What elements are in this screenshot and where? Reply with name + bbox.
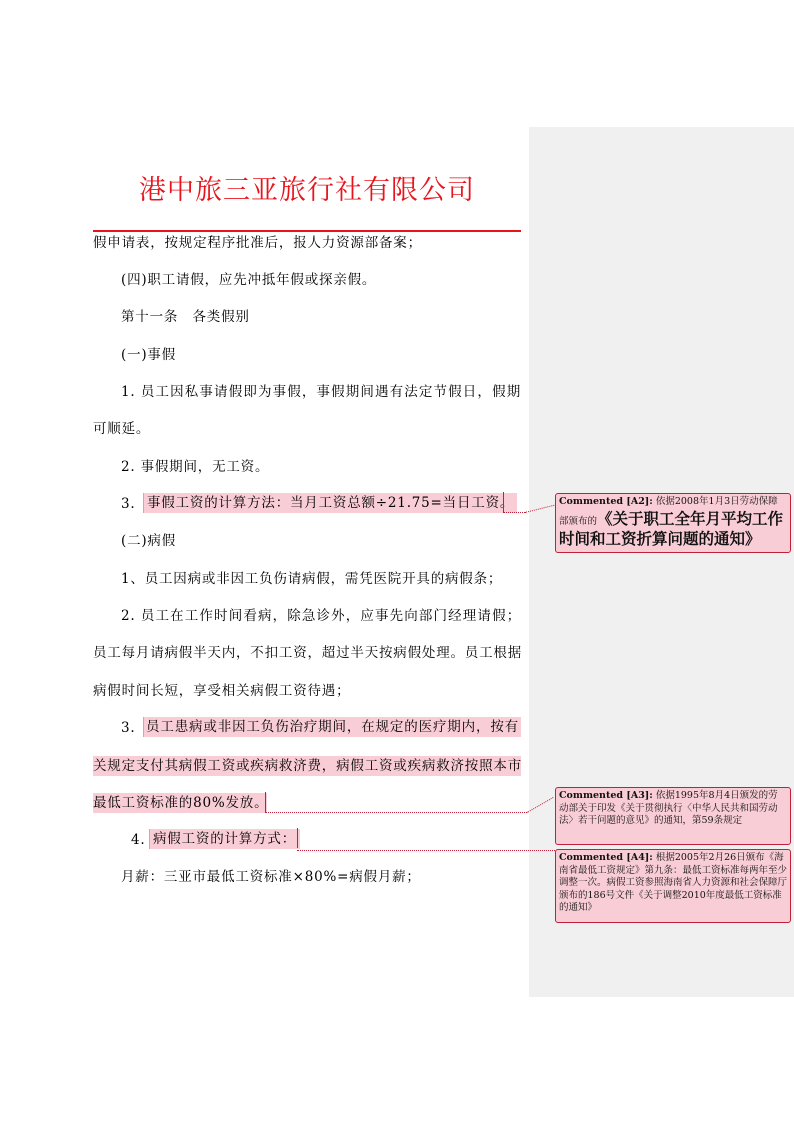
comment-connector — [503, 512, 525, 513]
highlighted-text-a3: 最低工资标准的80%发放。 — [93, 795, 269, 811]
body-line: 3. — [121, 720, 136, 736]
comment-a4[interactable] — [555, 849, 791, 923]
comment-anchor — [265, 792, 266, 812]
comment-connector — [297, 850, 555, 851]
comment-a3[interactable] — [555, 787, 791, 845]
comment-label: Commented [A4]: — [559, 852, 653, 863]
comment-anchor — [297, 828, 298, 848]
comment-label: Commented [A3]: — [559, 790, 653, 801]
comment-anchor — [503, 492, 504, 512]
comment-emphasis: 《关于职工全年月平均工作时间和工资折算问题的通知》 — [559, 508, 784, 548]
highlighted-text-a3: 关规定支付其病假工资或疾病救济费，病假工资或疾病救济按照本市 — [93, 758, 522, 774]
highlighted-text-a2: 事假工资的计算方法：当月工资总额÷21.75=当日工资。 — [143, 493, 517, 513]
body-line: 月薪：三亚市最低工资标准×80%=病假月薪； — [121, 869, 421, 885]
company-title: 港中旅三亚旅行社有限公司 — [139, 175, 475, 206]
body-line: 病假时间长短，享受相关病假工资待遇； — [93, 683, 351, 699]
body-line: (四)职工请假，应先冲抵年假或探亲假。 — [121, 272, 377, 288]
body-line: 假申请表，按规定程序批准后，报人力资源部备案； — [93, 235, 422, 251]
body-line: 第十一条 各类假别 — [121, 309, 250, 325]
body-line: 1. 员工因私事请假即为事假，事假期间遇有法定节假日，假期 — [121, 384, 521, 400]
body-line: 2. 事假期间，无工资。 — [121, 459, 270, 475]
body-line: (二)病假 — [121, 533, 177, 549]
body-line: 4. — [131, 832, 146, 848]
body-line: 可顺延。 — [93, 421, 151, 437]
comment-a2[interactable] — [555, 493, 791, 553]
comment-text: 根据2005年2月26日颁布《海南省最低工资规定》第九条：最低工资标准每两年至少调整一次。病假工资参照海南省人力资源和社会保障厅颁布的186号文件《关于调整2010年度最低工资标准的通知》 — [559, 852, 788, 913]
title-rule — [93, 230, 521, 232]
comment-text: 依据2008年1月3日劳动保障部颁布的 — [559, 496, 778, 527]
highlighted-text-a3: 员工患病或非因工负伤治疗期间，在规定的医疗期内，按有 — [143, 717, 521, 737]
body-line: 1、员工因病或非因工负伤请病假，需凭医院开具的病假条； — [121, 571, 503, 587]
body-line: (一)事假 — [121, 347, 177, 363]
highlighted-text-a4: 病假工资的计算方式： — [149, 829, 300, 849]
body-line: 3. — [121, 496, 136, 512]
comment-connector — [265, 812, 527, 813]
body-line: 员工每月请病假半天内，不扣工资，超过半天按病假处理。员工根据 — [93, 645, 522, 661]
comment-label: Commented [A2]: — [559, 496, 653, 507]
body-line: 2. 员工在工作时间看病，除急诊外，应事先向部门经理请假； — [121, 608, 521, 624]
comment-text: 依据1995年8月4日颁发的劳动部关于印发《关于贯彻执行〈中华人民共和国劳动法〉若干问题的意见》的通知，第59条规定 — [559, 790, 778, 826]
